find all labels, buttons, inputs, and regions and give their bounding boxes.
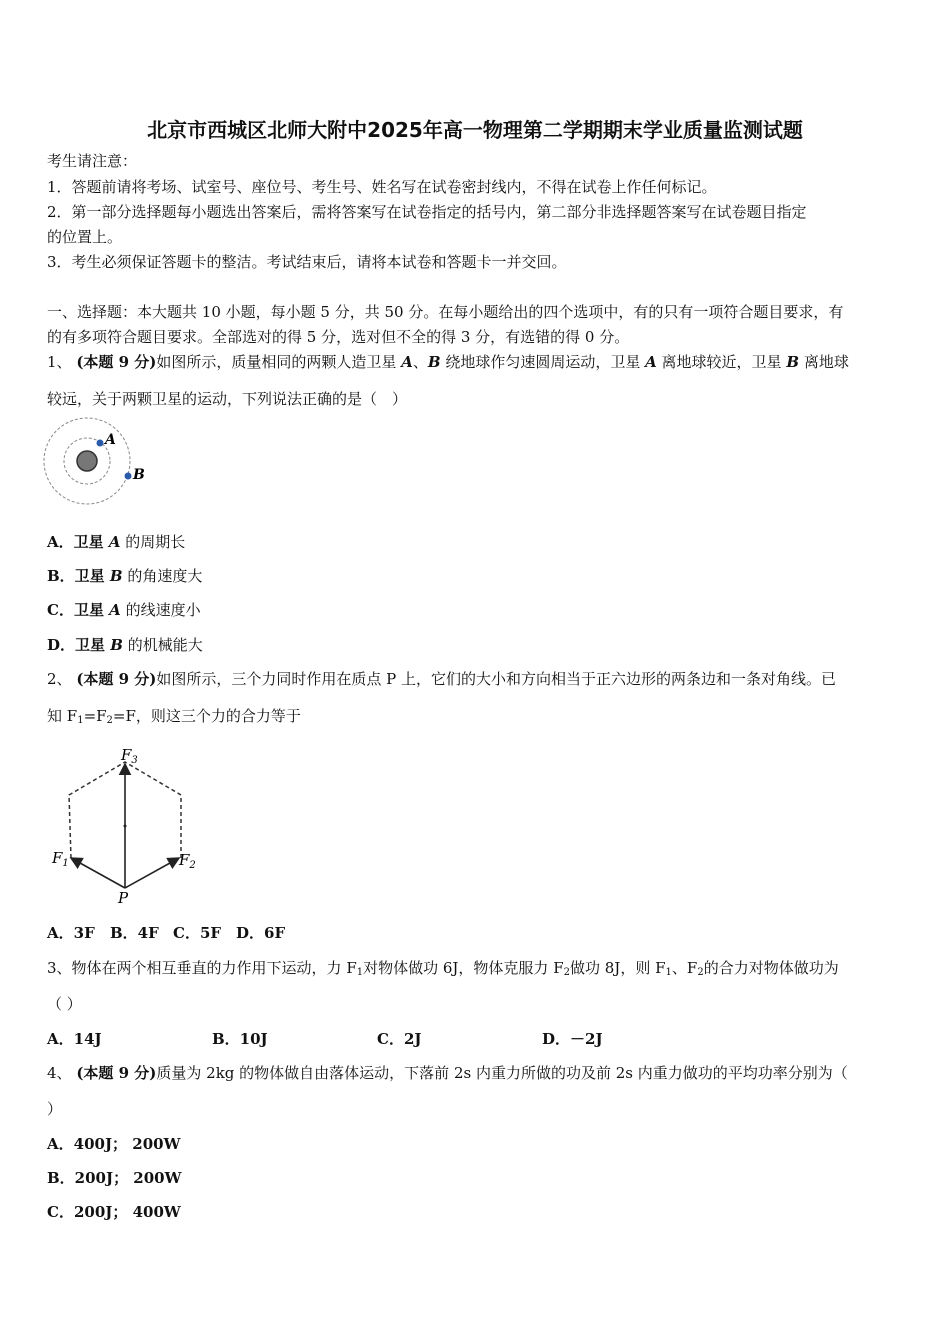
q4-option-b: B．200J； 200W bbox=[47, 1169, 182, 1187]
q1-stem-line1 bbox=[47, 352, 906, 372]
q4-option-c: C．200J； 400W bbox=[47, 1203, 181, 1221]
q2-stem-line1 bbox=[47, 669, 906, 689]
label-f1: $F_1$ bbox=[52, 849, 69, 869]
label-f3: $F_3$ bbox=[121, 746, 138, 766]
q1-stem-line2: 较远，关于两颗卫星的运动，下列说法正确的是（ ） bbox=[47, 390, 408, 408]
q1-option-d: D．卫星 B 的机械能大 bbox=[47, 636, 203, 654]
q1-sat-a-2: A bbox=[645, 353, 657, 371]
q3-option-d: D．－2J bbox=[542, 1030, 603, 1048]
q3-option-c: C．2J bbox=[377, 1030, 422, 1048]
q1-text-4: 离地球 bbox=[803, 353, 849, 371]
q1-option-b: B．卫星 B 的角速度大 bbox=[47, 567, 203, 585]
notice-item-1: 1．答题前请将考场、试室号、座位号、考生号、姓名写在试卷密封线内，不得在试卷上作任何标记。 bbox=[47, 178, 717, 196]
q2-option-c: C．5F bbox=[173, 924, 222, 942]
q1-text-3: 离地球较近，卫星 bbox=[661, 353, 782, 371]
q4-text-1: 质量为 2kg 的物体做自由落体运动，下落前 2s 内重力所做的功及前 2s 内重力做功的平均功率分别为（ bbox=[156, 1064, 848, 1082]
q1-text-2: 绕地球作匀速圆周运动，卫星 bbox=[445, 353, 641, 371]
notice-item-2: 2．第一部分选择题每小题选出答案后，需将答案写在试卷指定的括号内，第二部分非选择题答案写在试卷题目指定 bbox=[47, 203, 807, 221]
section-intro-line1: 一、选择题：本大题共 10 小题，每小题 5 分，共 50 分。在每小题给出的四个选项中，有的只有一项符合题目要求，有 bbox=[47, 303, 844, 321]
label-a: A bbox=[105, 432, 116, 448]
q1-sat-b: B bbox=[427, 353, 441, 371]
q1-option-c: C．卫星 A 的线速度小 bbox=[47, 601, 201, 619]
force-f2-arrow bbox=[125, 858, 179, 888]
q4-stem-line1 bbox=[47, 1063, 906, 1083]
q3-option-b: B．10J bbox=[212, 1030, 268, 1048]
q1-sep: 、 bbox=[412, 353, 428, 371]
page-title: 北京市西城区北师大附中2025年高一物理第二学期期末学业质量监测试题 bbox=[147, 118, 803, 142]
q2-number: 2、 bbox=[47, 670, 72, 688]
q2-option-b: B．4F bbox=[110, 924, 159, 942]
q1-tag: (本题 9 分) bbox=[76, 353, 157, 371]
hexagon-force-figure bbox=[45, 740, 215, 910]
q1-option-a: A．卫星 A 的周期长 bbox=[47, 533, 186, 551]
q1-sat-a: A bbox=[401, 353, 413, 371]
q4-stem-line2: ） bbox=[47, 1100, 63, 1118]
orbit-figure bbox=[40, 416, 160, 511]
q1-sat-b-2: B bbox=[786, 353, 800, 371]
q3-stem-line2: （ ） bbox=[47, 995, 82, 1013]
section-intro-line2: 的有多项符合题目要求。全部选对的得 5 分，选对但不全的得 3 分，有选错的得 0 分。 bbox=[47, 328, 630, 346]
q2-text-1: 如图所示，三个力同时作用在质点 P 上，它们的大小和方向相当于正六边形的两条边和一条对角线。已 bbox=[156, 670, 837, 688]
q2-tag: (本题 9 分) bbox=[76, 670, 157, 688]
label-b: B bbox=[133, 467, 145, 483]
q1-text-1: 如图所示，质量相同的两颗人造卫星 bbox=[156, 353, 397, 371]
notice-item-3: 3．考生必须保证答题卡的整洁。考试结束后，请将本试卷和答题卡一并交回。 bbox=[47, 253, 567, 271]
satellite-a-icon bbox=[97, 440, 104, 447]
q3-option-a: A．14J bbox=[47, 1030, 102, 1048]
center-dot bbox=[124, 825, 127, 828]
satellite-b-icon bbox=[125, 473, 132, 480]
force-f1-arrow bbox=[71, 858, 125, 888]
q2-stem-line2: 知 $F_1=F_2=F$，则这三个力的合力等于 bbox=[47, 707, 301, 726]
q4-number: 4、 bbox=[47, 1064, 72, 1082]
label-f2: $F_2$ bbox=[179, 851, 196, 871]
q2-option-a: A．3F bbox=[47, 924, 95, 942]
notice-heading: 考生请注意： bbox=[47, 152, 138, 170]
notice-item-2-cont: 的位置上。 bbox=[47, 228, 123, 246]
q4-option-a: A．400J； 200W bbox=[47, 1135, 181, 1153]
earth-icon bbox=[77, 451, 97, 471]
q3-stem-line1: 3、物体在两个相互垂直的力作用下运动，力 $F_1$对物体做功 6J，物体克服力 $F_2$做功 8J，则 $F_1$、$F_2$的合力对物体做功为 bbox=[47, 959, 839, 978]
label-p: P bbox=[118, 889, 129, 907]
q4-tag: (本题 9 分) bbox=[76, 1064, 157, 1082]
q1-number: 1、 bbox=[47, 353, 72, 371]
q2-option-d: D．6F bbox=[236, 924, 286, 942]
